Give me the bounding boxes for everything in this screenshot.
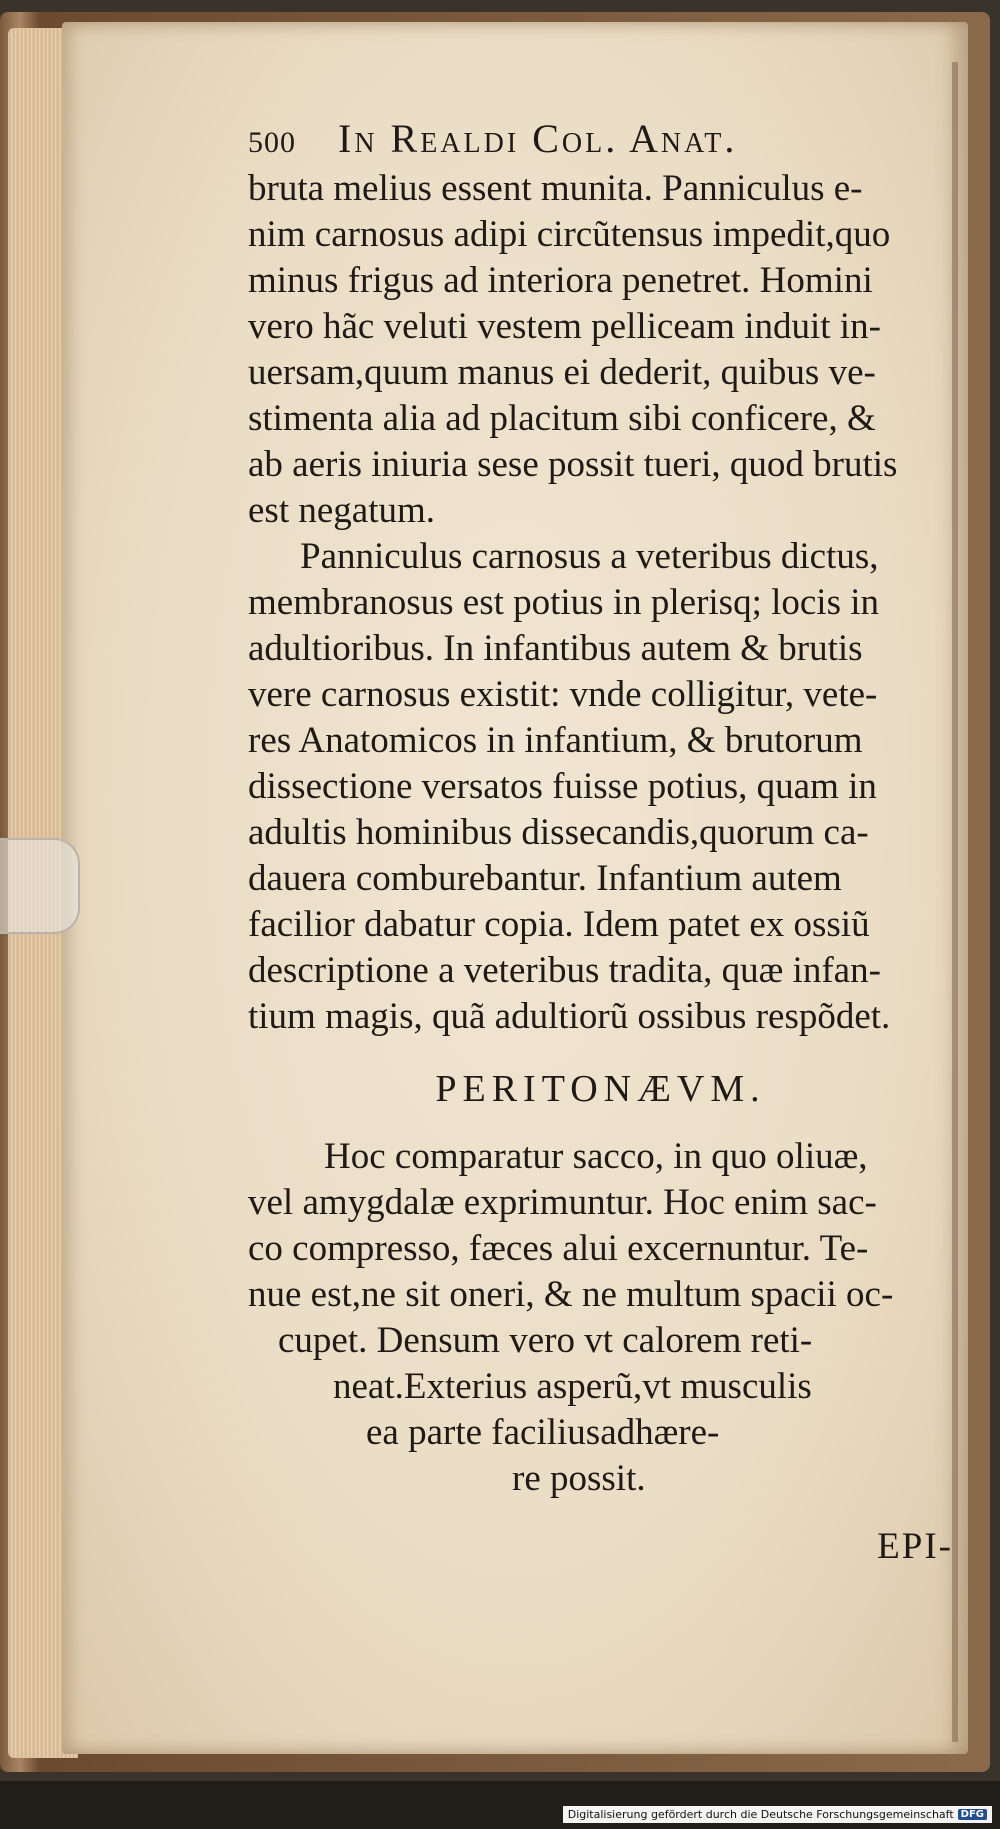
text-line: re possit. (512, 1458, 646, 1499)
page-text (248, 116, 953, 1570)
text-line: vero hãc veluti vestem pelliceam induit in- (248, 306, 881, 347)
dfg-logo-icon: DFG (958, 1809, 987, 1820)
paragraph-3 (248, 1134, 953, 1502)
text-line: Hoc comparatur sacco, in quo oliuæ, (324, 1136, 868, 1177)
text-line: dissectione versatos fuisse potius, quam in (248, 766, 877, 807)
section-heading: PERITONÆVM. (435, 1068, 766, 1110)
catchword: EPI- (877, 1526, 953, 1567)
text-line: res Anatomicos in infantium, & brutorum (248, 720, 863, 761)
text-line: descriptione a veteribus tradita, quæ infan- (248, 950, 881, 991)
credit-text: Digitalisierung gefördert durch die Deutsche Forschungsgemeinschaft (567, 1808, 954, 1821)
text-line: minus frigus ad interiora penetret. Homini (248, 260, 873, 301)
text-line: membranosus est potius in plerisq; locis in (248, 582, 880, 623)
text-line: nue est,ne sit oneri, & ne multum spacii oc- (248, 1274, 894, 1315)
text-line: Panniculus carnosus a veteribus dictus, (300, 536, 879, 577)
digitization-credit (563, 1806, 992, 1823)
text-line: adultis hominibus dissecandis,quorum ca- (248, 812, 869, 853)
page-number: 500 (248, 126, 296, 159)
text-line: dauera comburebantur. Infantium autem (248, 858, 842, 899)
page-header (248, 116, 953, 160)
text-line: bruta melius essent munita. Panniculus e- (248, 168, 863, 209)
text-line: stimenta alia ad placitum sibi conficere, & (248, 398, 876, 439)
text-line: ea parte faciliusadhære- (366, 1412, 720, 1453)
text-line: nim carnosus adipi circũtensus impedit,quo (248, 214, 891, 255)
text-line: adultioribus. In infantibus autem & brutis (248, 628, 863, 669)
paragraph-2 (248, 534, 953, 1040)
text-line: est negatum. (248, 490, 436, 531)
text-line: vel amygdalæ exprimuntur. Hoc enim sac- (248, 1182, 877, 1223)
text-line: cupet. Densum vero vt calorem reti- (278, 1320, 813, 1361)
text-line: vere carnosus existit: vnde colligitur, vete- (248, 674, 878, 715)
text-line: tium magis, quã adultiorũ ossibus respõdet. (248, 996, 891, 1037)
text-line: neat.Exterius asperũ,vt musculis (333, 1366, 812, 1407)
text-line: uersam,quum manus ei dederit, quibus ve- (248, 352, 876, 393)
text-line: ab aeris iniuria sese possit tueri, quod brutis (248, 444, 898, 485)
footer-bar (0, 1781, 1000, 1829)
page-clip-tab (0, 838, 80, 934)
text-line: facilior dabatur copia. Idem patet ex ossiũ (248, 904, 870, 945)
text-line: co compresso, fæces alui excernuntur. Te- (248, 1228, 869, 1269)
running-title: In Realdi Col. Anat. (338, 116, 738, 161)
paragraph-1 (248, 166, 953, 534)
